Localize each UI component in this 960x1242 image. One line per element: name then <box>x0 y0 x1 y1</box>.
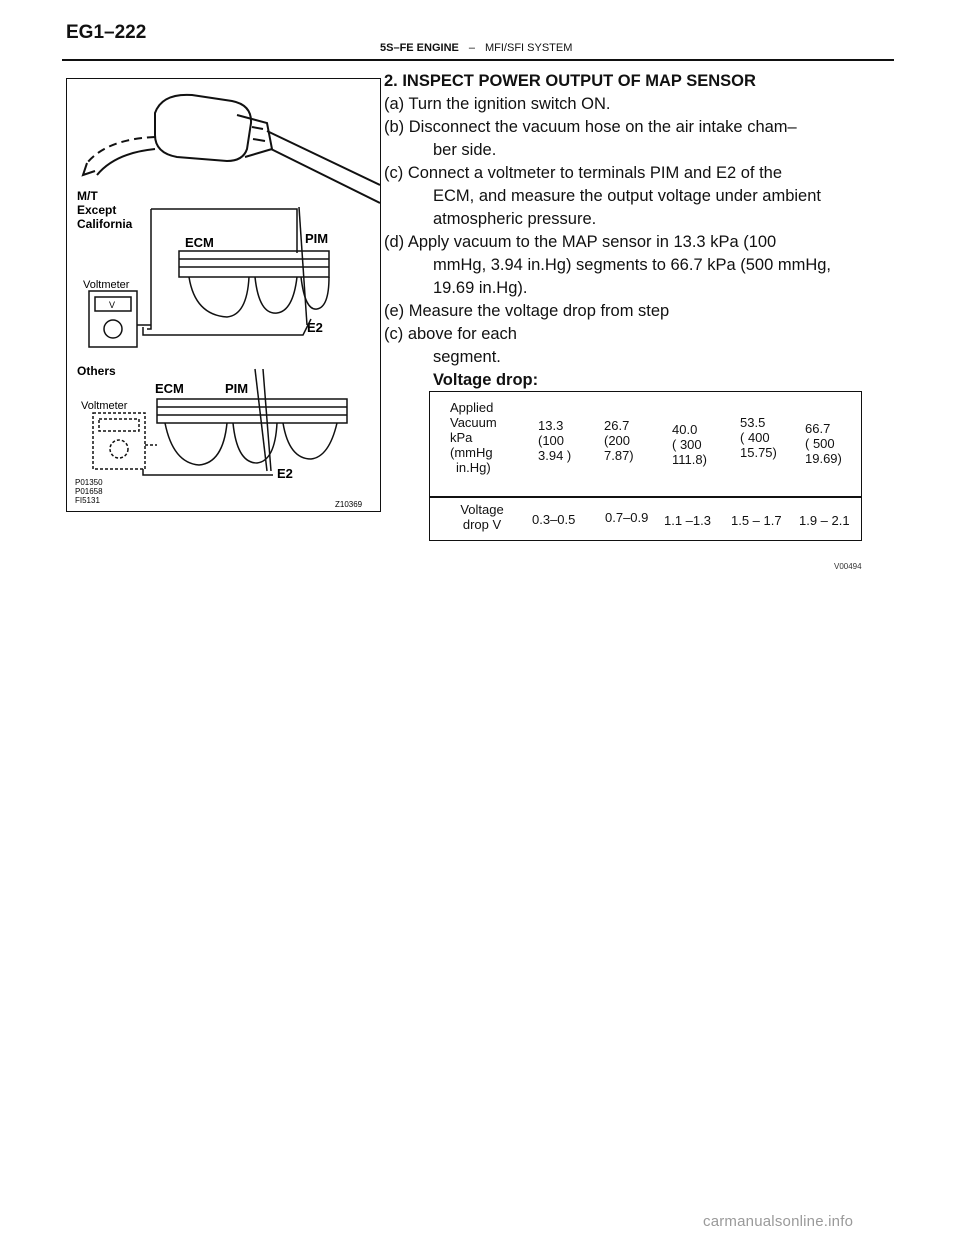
header-separator: – <box>468 42 475 54</box>
step-title: 2. INSPECT POWER OUTPUT OF MAP SENSOR <box>384 72 756 90</box>
col-5-inhg: 19.69) <box>805 451 842 466</box>
col-3-inhg: 111.8) <box>672 452 707 467</box>
table-col-4-drop: 1.5 – 1.7 <box>731 513 782 528</box>
col-3-mmhg: ( 300 <box>672 437 702 452</box>
table-col-1-drop: 0.3–0.5 <box>532 512 576 527</box>
head-line-5: in.Hg) <box>456 460 491 475</box>
label-mt: M/T <box>77 189 98 203</box>
illustration-svg <box>67 79 380 511</box>
col-1-inhg: 3.94 ) <box>538 448 572 463</box>
step-d-line2: mmHg, 3.94 in.Hg) segments to 66.7 kPa (500 mmHg, <box>433 256 831 274</box>
table-col-5-vacuum <box>805 421 842 466</box>
col-1-kpa: 13.3 <box>538 418 564 433</box>
table-col-2-vacuum <box>604 418 634 463</box>
wiring-illustration <box>66 78 381 512</box>
head-line-4: (mmHg <box>450 445 493 460</box>
label-e2-bottom: E2 <box>277 466 293 481</box>
step-d-line1: (d) Apply vacuum to the MAP sensor in 13.3 kPa (100 <box>384 233 777 251</box>
row2-head-line-2: drop V <box>462 517 502 532</box>
spec-label: Voltage drop: <box>433 371 539 389</box>
head-line-3: kPa <box>450 430 473 445</box>
section-name: 5S–FE ENGINE <box>380 42 459 54</box>
col-3-kpa: 40.0 <box>672 422 698 437</box>
figure-code-2: P01658 <box>75 487 103 496</box>
running-header <box>380 42 572 54</box>
label-pim-bottom: PIM <box>225 381 249 396</box>
figure-code-3: FI5131 <box>75 496 100 505</box>
step-c-line1: (c) Connect a voltmeter to terminals PIM and E2 of the <box>384 164 783 182</box>
label-voltmeter-top: Voltmeter <box>83 279 130 291</box>
step-e-line1: (e) Measure the voltage drop from step <box>384 302 670 320</box>
row2-head-line-1: Voltage <box>460 502 504 517</box>
label-ecm-top: ECM <box>185 235 214 250</box>
header-rule <box>62 59 894 61</box>
step-d-line3: 19.69 in.Hg). <box>433 279 528 297</box>
col-5-kpa: 66.7 <box>805 421 831 436</box>
voltage-drop-table <box>429 391 862 541</box>
col-1-mmhg: (100 <box>538 433 565 448</box>
table-divider <box>430 496 861 498</box>
step-e-line3: segment. <box>433 348 501 366</box>
col-2-kpa: 26.7 <box>604 418 630 433</box>
voltmeter-top-drawing <box>89 291 151 347</box>
label-ecm-bottom: ECM <box>155 381 184 396</box>
step-a: (a) Turn the ignition switch ON. <box>384 95 611 113</box>
table-col-3-drop: 1.1 –1.3 <box>664 513 711 528</box>
subsection-name: MFI/SFI SYSTEM <box>484 42 573 54</box>
col-4-mmhg: ( 400 <box>740 430 770 445</box>
head-line-2: Vacuum <box>450 415 497 430</box>
label-others: Others <box>77 364 116 378</box>
ecm-connector-top <box>143 207 329 335</box>
step-b-line1: (b) Disconnect the vacuum hose on the air intake cham– <box>384 118 797 136</box>
table-head-voltage-drop <box>442 502 522 532</box>
step-c-line3: atmospheric pressure. <box>433 210 597 228</box>
label-except: Except <box>77 203 117 217</box>
watermark: carmanualsonline.info <box>703 1213 854 1230</box>
voltmeter-v-glyph: V <box>109 300 116 310</box>
table-col-2-drop: 0.7–0.9 <box>605 510 649 525</box>
procedure-steps <box>384 70 884 392</box>
table-col-1-vacuum <box>538 418 571 463</box>
label-e2-top: E2 <box>307 320 323 335</box>
col-2-mmhg: (200 <box>604 433 631 448</box>
table-col-5-drop: 1.9 – 2.1 <box>799 513 850 528</box>
col-4-inhg: 15.75) <box>740 445 777 460</box>
page-id: EG1–222 <box>66 22 147 43</box>
col-5-mmhg: ( 500 <box>805 436 835 451</box>
figure-ref-code: Z10369 <box>335 500 363 509</box>
label-voltmeter-bottom: Voltmeter <box>81 400 128 412</box>
table-col-3-vacuum <box>672 422 707 467</box>
map-sensor-drawing <box>83 95 380 203</box>
figure-code-1: P01350 <box>75 478 103 487</box>
label-pim-top: PIM <box>305 231 329 246</box>
step-c-line2: ECM, and measure the output voltage under ambient <box>433 187 821 205</box>
col-4-kpa: 53.5 <box>740 415 766 430</box>
table-ref-code: V00494 <box>834 562 862 571</box>
step-e-line2: (c) above for each <box>384 325 517 343</box>
voltmeter-bottom-drawing <box>93 413 157 469</box>
table-head-applied-vacuum <box>438 400 528 475</box>
table-col-4-vacuum <box>740 415 777 460</box>
step-b-line2: ber side. <box>433 141 497 159</box>
head-line-1: Applied <box>450 400 494 415</box>
label-california: California <box>77 217 133 231</box>
col-2-inhg: 7.87) <box>604 448 634 463</box>
